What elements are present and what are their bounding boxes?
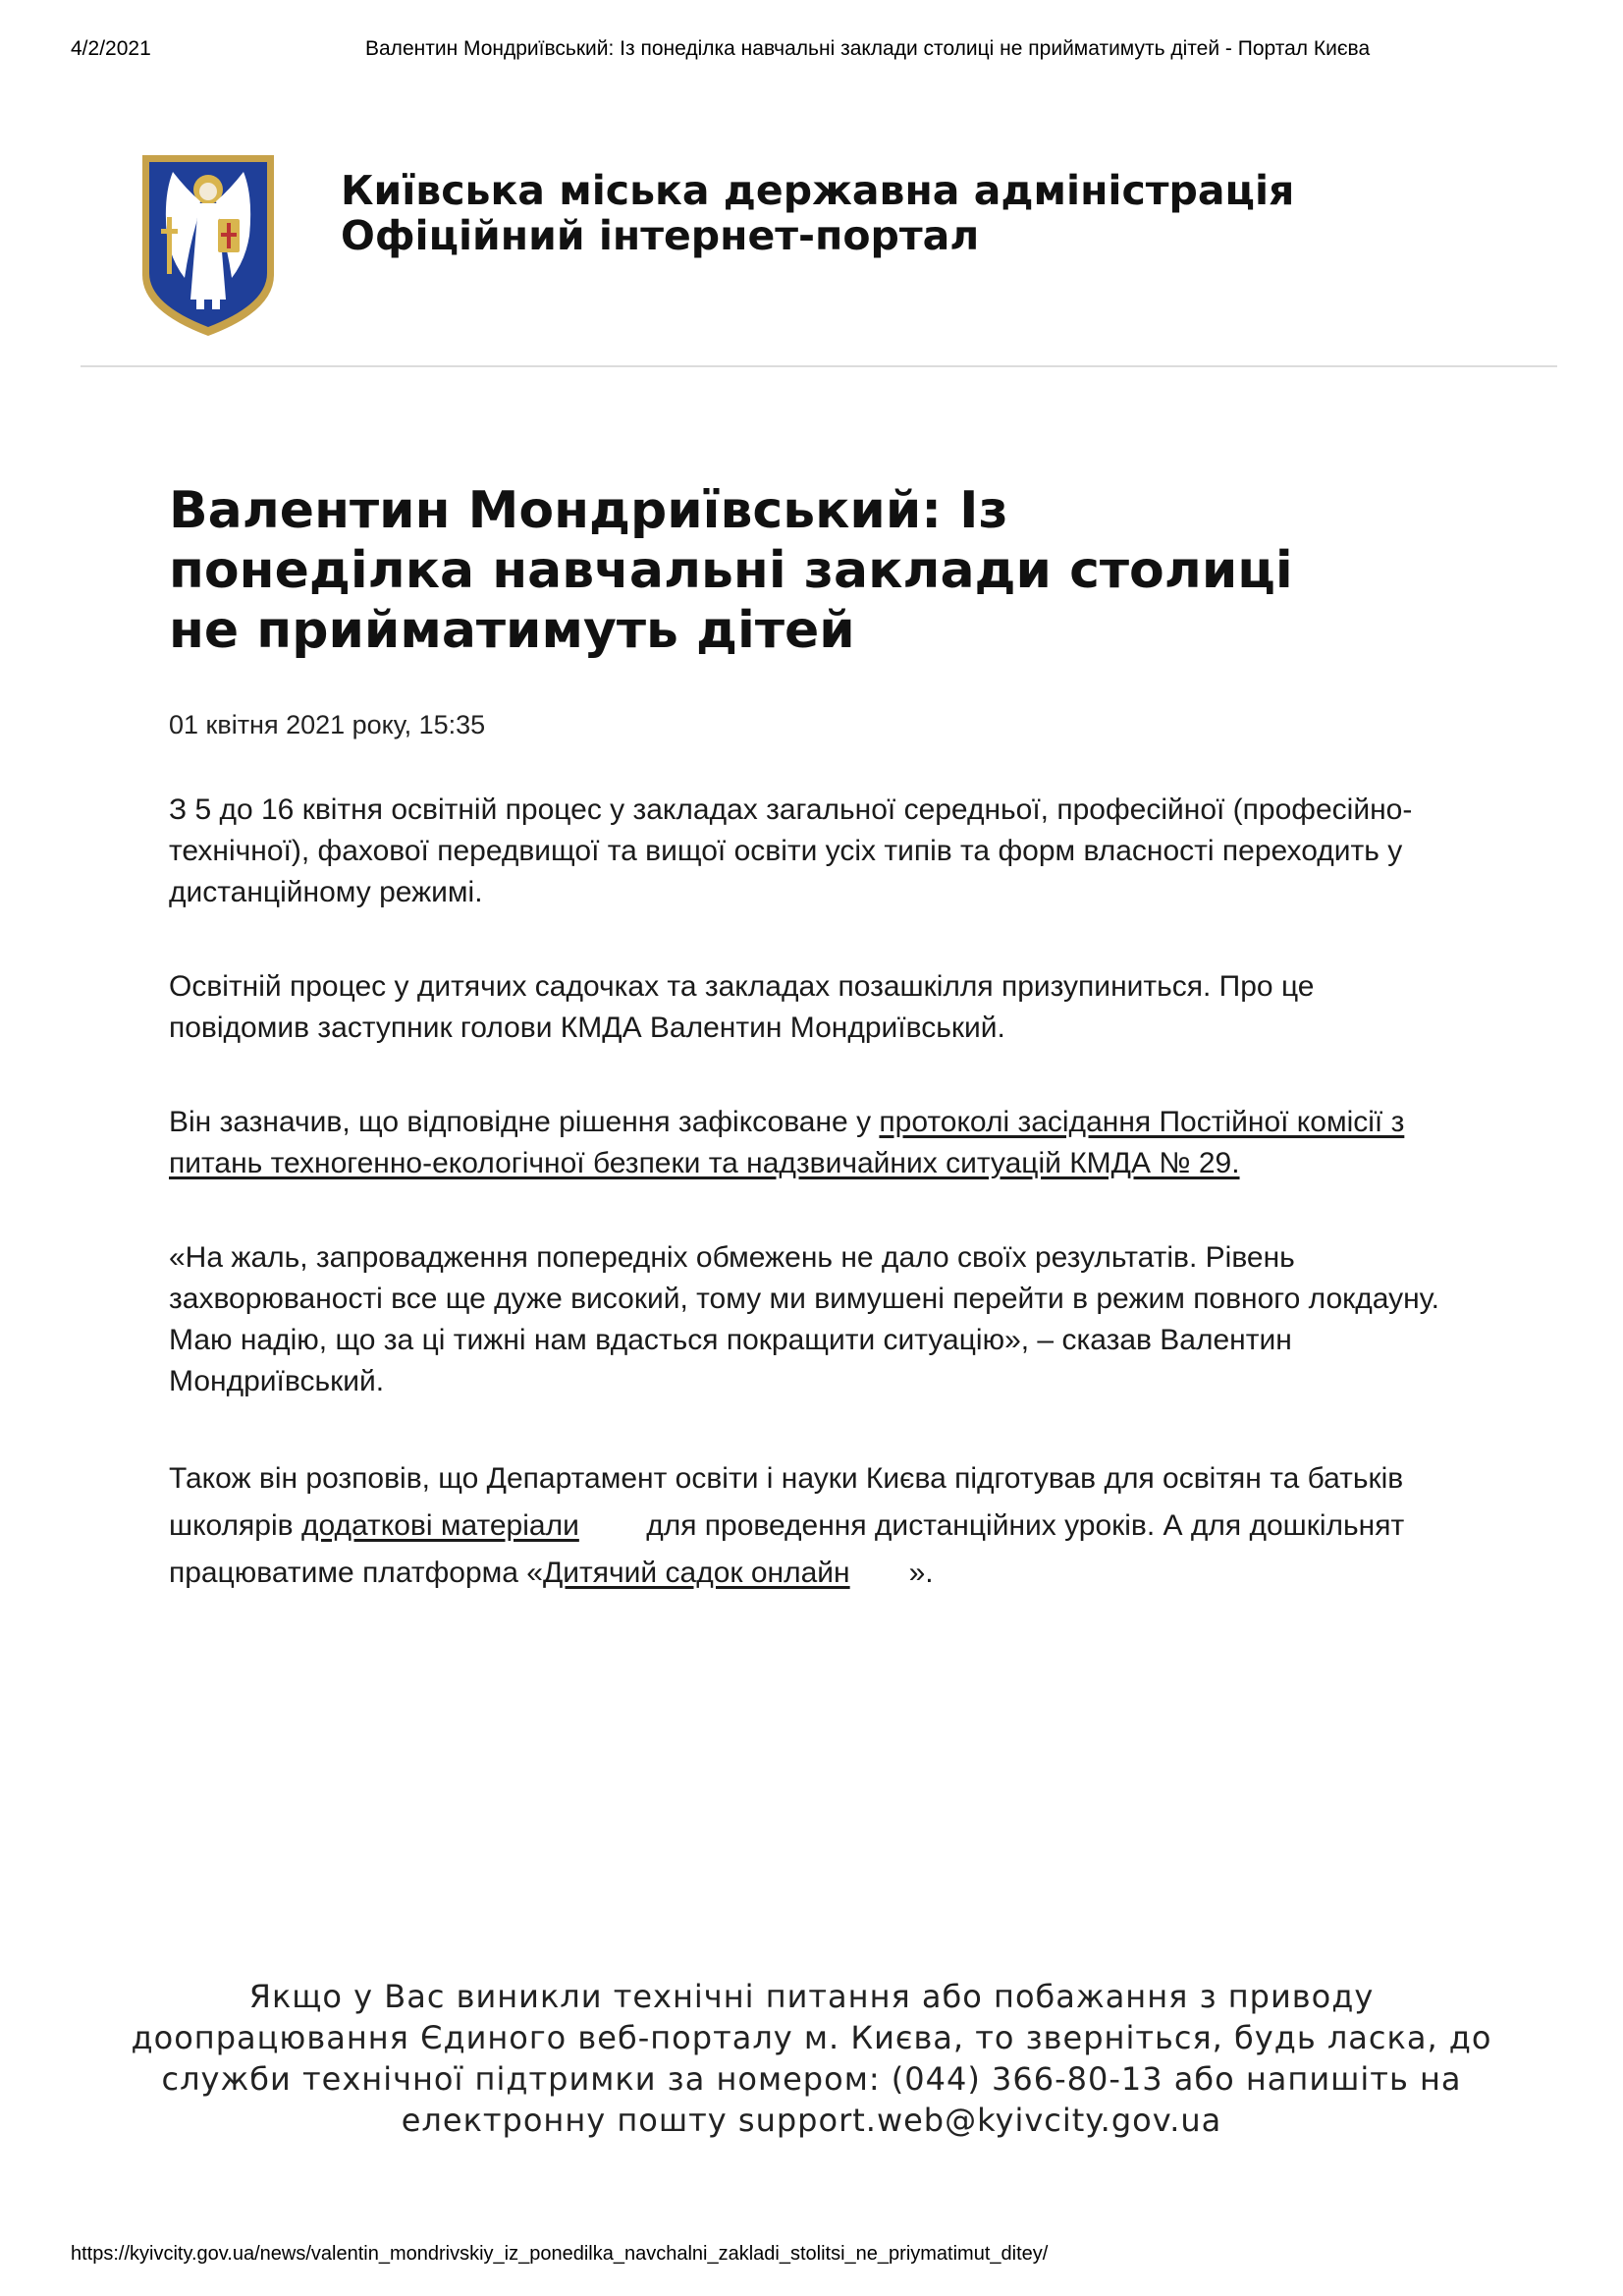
additional-materials-link[interactable]: додаткові матеріали <box>300 1509 579 1542</box>
kindergarten-online-link[interactable]: Дитячий садок онлайн <box>542 1557 850 1589</box>
article-paragraph: «На жаль, запровадження попередніх обмежень не дало своїх результатів. Рівень захворюваності все ще дуже високий, тому ми вимушені перейти в режим повного локдауну. Маю надію, що за ці тижні нам вдасться покращити ситуацію», – сказав Валентин Мондриївський. <box>169 1241 1440 1397</box>
article <box>169 481 1455 1597</box>
paragraph-text: ». <box>908 1557 934 1589</box>
article-paragraph <box>169 1102 1455 1184</box>
print-footer-url: https://kyivcity.gov.ua/news/valentin_mondrivskiy_iz_ponedilka_navchalni_zakladi_stolitsi_ne_priymatimut_ditey/ <box>71 2243 1049 2265</box>
kyiv-coat-of-arms-icon[interactable] <box>139 152 277 339</box>
header-divider <box>81 365 1557 367</box>
article-paragraph: Освітній процес у дитячих садочках та закладах позашкілля призупиниться. Про це повідомив заступник голови КМДА Валентин Мондриївський. <box>169 970 1315 1044</box>
site-names <box>341 168 1294 258</box>
article-date: 01 квітня 2021 року, 15:35 <box>169 710 486 739</box>
paragraph-text: Він зазначив, що відповідне рішення зафіксоване у <box>169 1106 880 1138</box>
site-header <box>139 152 1294 339</box>
site-name-line1[interactable]: Київська міська державна адміністрація <box>341 167 1295 214</box>
print-page-title: Валентин Мондриївський: Із понеділка навчальні заклади столиці не прийматимуть дітей - Портал Києва <box>365 37 1371 60</box>
site-name-line2[interactable]: Офіційний інтернет-портал <box>341 212 980 259</box>
article-paragraph <box>169 1455 1455 1597</box>
paragraph-text: Також він розповів, що Департамент освіти і науки Києва підготував для освітян та батьків школярів <box>169 1462 1404 1542</box>
support-notice: Якщо у Вас виникли технічні питання або побажання з приводу доопрацювання Єдиного веб-порталу м. Києва, то зверніться, будь ласка, до служби технічної підтримки за номером: (044) 366-80-13 або напишіть на електронну пошту support.web@kyivcity.gov.ua <box>131 1978 1492 2139</box>
protocol-link[interactable]: протоколі засідання Постійної комісії з питань техногенно-екологічної безпеки та надзвичайних ситуацій КМДА № 29. <box>169 1106 1405 1179</box>
paragraph-text: для проведення дистанційних уроків. А для дошкільнят працюватиме платформа « <box>169 1509 1405 1589</box>
article-paragraph: З 5 до 16 квітня освітній процес у закладах загальної середньої, професійної (професійно-технічної), фахової передвищої та вищої освіти усіх типів та форм власності переходить у дистанційному режимі. <box>169 793 1413 908</box>
article-title: Валентин Мондриївський: Із понеділка навчальні заклади столиці не прийматимуть дітей <box>169 481 1293 660</box>
print-date: 4/2/2021 <box>71 37 151 60</box>
